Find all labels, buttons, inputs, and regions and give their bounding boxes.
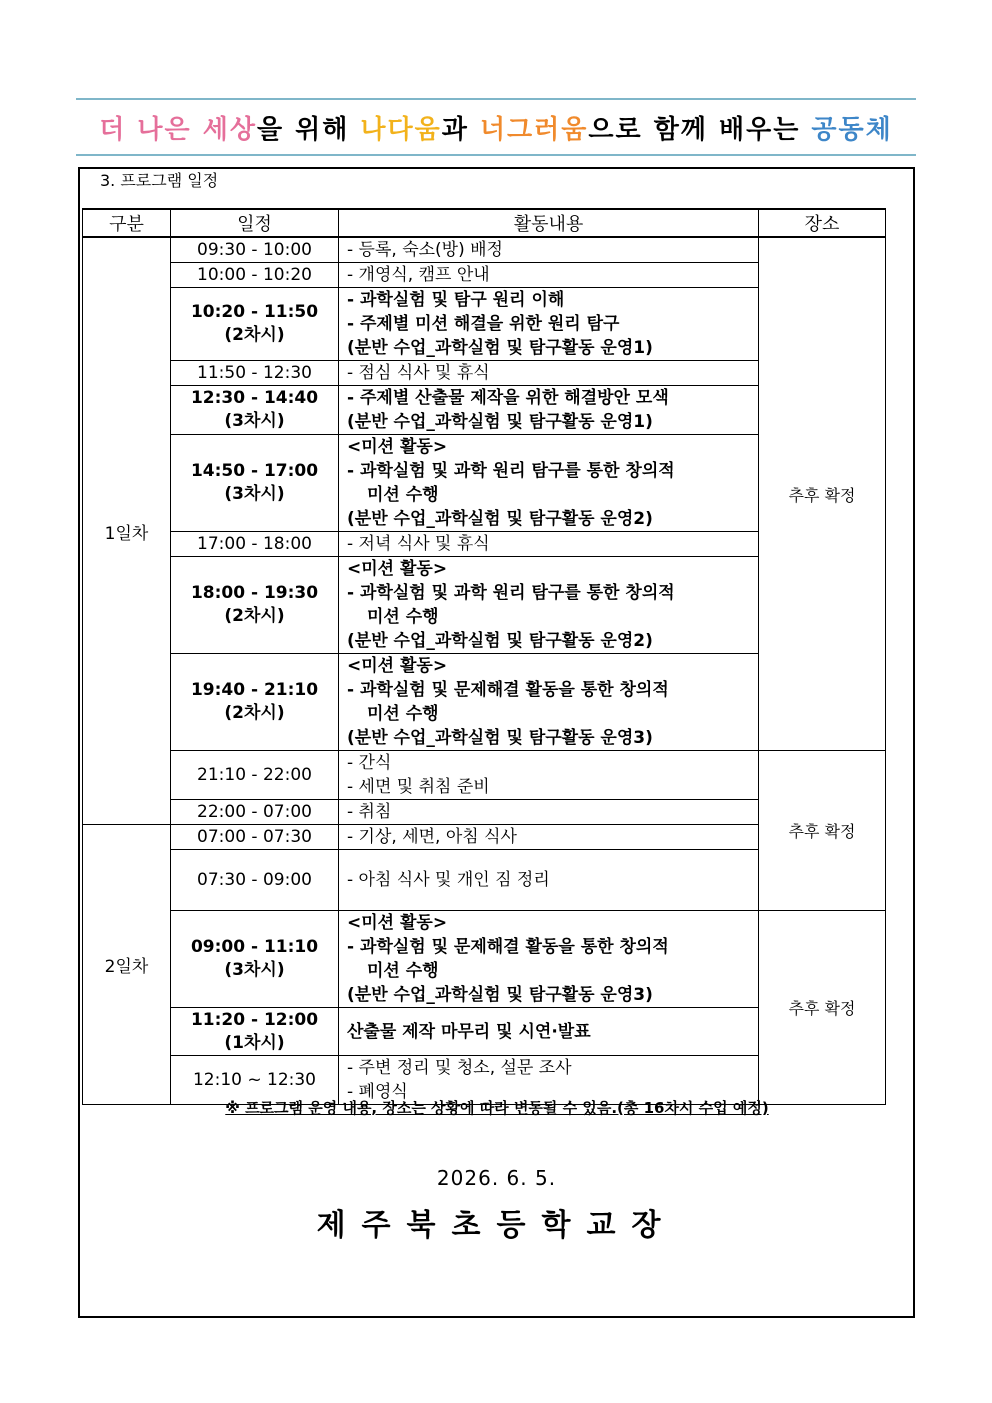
activity-text: (분반 수업_과학실험 및 탐구활동 운영2) (347, 509, 653, 529)
day-label: 1일차 (83, 237, 171, 825)
day-label: 2일차 (83, 825, 171, 1105)
time-text: 19:40 - 21:10 (190, 680, 319, 700)
activity-text: - 점심 식사 및 휴식 (347, 363, 490, 383)
time-text: 17:00 - 18:00 (197, 533, 312, 554)
time-text: 12:30 - 14:40 (190, 388, 319, 408)
activity-cell (339, 850, 759, 911)
activity-cell (339, 751, 759, 800)
motto-segment: 너그러움 (479, 114, 589, 145)
time-text: 07:30 - 09:00 (197, 869, 312, 890)
activity-cell (339, 288, 759, 361)
time-text: 14:50 - 17:00 (190, 461, 319, 481)
table-header-row (83, 209, 886, 237)
activity-text: - 아침 식사 및 개인 짐 정리 (347, 870, 550, 890)
activity-text: (분반 수업_과학실험 및 탐구활동 운영2) (347, 631, 653, 651)
activity-text: (분반 수업_과학실험 및 탐구활동 운영1) (347, 338, 653, 358)
activity-text: <미션 활동> (347, 656, 448, 676)
motto-segment: 으로 함께 배우는 (588, 114, 812, 145)
motto-segment: 더 나은 세상 (99, 114, 257, 145)
motto-text (99, 109, 892, 146)
time-text: 10:00 - 10:20 (197, 264, 312, 285)
activity-cell (339, 1008, 759, 1056)
motto-segment: 나다움 (360, 114, 442, 145)
activity-text: - 폐영식 (347, 1082, 408, 1102)
time-cell (171, 911, 339, 1008)
activity-text: <미션 활동> (347, 559, 448, 579)
time-text: 22:00 - 07:00 (197, 801, 312, 822)
activity-text: 미션 수행 (367, 704, 439, 724)
activity-cell (339, 654, 759, 751)
place-cell: 추후 확정 (759, 751, 886, 911)
time-cell (171, 654, 339, 751)
time-cell (171, 532, 339, 557)
activity-cell (339, 435, 759, 532)
table-row (83, 237, 886, 263)
principal-signature: 제주북초등학교장 (316, 1208, 677, 1243)
time-cell (171, 386, 339, 435)
place-cell: 추후 확정 (759, 237, 886, 751)
time-text: 07:00 - 07:30 (197, 826, 312, 847)
activity-text: 산출물 제작 마무리 및 시연·발표 (347, 1021, 591, 1042)
header-division: 구분 (83, 209, 171, 237)
time-text: 18:00 - 19:30 (190, 583, 319, 603)
time-text: (2차시) (224, 606, 285, 626)
time-text: 11:50 - 12:30 (197, 362, 312, 383)
activity-text: (분반 수업_과학실험 및 탐구활동 운영1) (347, 412, 653, 432)
table-row (83, 911, 886, 1008)
table-row (83, 751, 886, 800)
time-cell (171, 825, 339, 850)
time-text: 12:10 ~ 12:30 (192, 1069, 317, 1090)
schedule-note: ※ 프로그램 운영 내용, 장소는 상황에 따라 변동될 수 있음.(총 16차시 수업 예정) (225, 1099, 769, 1117)
activity-text: - 과학실험 및 과학 원리 탐구를 통한 창의적 (347, 583, 675, 603)
time-text: (3차시) (224, 484, 285, 504)
time-text: 09:30 - 10:00 (197, 239, 312, 260)
time-text: 09:00 - 11:10 (190, 937, 319, 957)
time-cell (171, 850, 339, 911)
header-activity: 활동내용 (339, 209, 759, 237)
activity-text: (분반 수업_과학실험 및 탐구활동 운영3) (347, 985, 653, 1005)
activity-cell (339, 911, 759, 1008)
time-cell (171, 263, 339, 288)
time-text: (1차시) (224, 1032, 285, 1053)
activity-text: - 과학실험 및 문제해결 활동을 통한 창의적 (347, 680, 669, 700)
activity-cell (339, 800, 759, 825)
activity-text: - 저녁 식사 및 휴식 (347, 534, 490, 554)
activity-text: 미션 수행 (367, 485, 439, 505)
time-cell (171, 800, 339, 825)
schedule-body (83, 237, 886, 1105)
time-cell (171, 288, 339, 361)
time-text: (2차시) (224, 703, 285, 723)
time-text: (3차시) (224, 960, 285, 980)
activity-text: <미션 활동> (347, 913, 448, 933)
activity-text: - 간식 (347, 753, 392, 773)
motto-segment: 과 (441, 114, 480, 145)
time-cell (171, 751, 339, 800)
activity-cell (339, 557, 759, 654)
activity-cell (339, 532, 759, 557)
motto-banner (76, 98, 916, 156)
activity-text: <미션 활동> (347, 437, 448, 457)
place-cell: 추후 확정 (759, 911, 886, 1105)
section-title: 3. 프로그램 일정 (100, 171, 219, 190)
document-date: 2026. 6. 5. (436, 1166, 557, 1190)
header-schedule: 일정 (171, 209, 339, 237)
activity-text: (분반 수업_과학실험 및 탐구활동 운영3) (347, 728, 653, 748)
activity-text: - 등록, 숙소(방) 배정 (347, 240, 503, 260)
motto-segment: 을 위해 (256, 114, 361, 145)
activity-text: - 개영식, 캠프 안내 (347, 265, 490, 285)
schedule-table (82, 208, 886, 1105)
activity-text: - 취침 (347, 802, 392, 822)
activity-text: - 주제별 산출물 제작을 위한 해결방안 모색 (347, 388, 669, 408)
activity-cell (339, 825, 759, 850)
activity-cell (339, 386, 759, 435)
activity-cell (339, 237, 759, 263)
time-cell (171, 361, 339, 386)
activity-text: - 주제별 미션 해결을 위한 원리 탐구 (347, 314, 620, 334)
activity-text: 미션 수행 (367, 607, 439, 627)
motto-segment: 공동체 (811, 114, 893, 145)
activity-text: - 기상, 세면, 아침 식사 (347, 827, 517, 847)
activity-text: - 과학실험 및 과학 원리 탐구를 통한 창의적 (347, 461, 675, 481)
activity-text: 미션 수행 (367, 961, 439, 981)
activity-cell (339, 361, 759, 386)
activity-text: - 주변 정리 및 청소, 설문 조사 (347, 1058, 572, 1078)
time-text: 11:20 - 12:00 (190, 1009, 319, 1030)
header-place: 장소 (759, 209, 886, 237)
time-text: 10:20 - 11:50 (190, 302, 319, 322)
time-text: 21:10 - 22:00 (197, 764, 312, 785)
time-cell (171, 237, 339, 263)
time-cell (171, 557, 339, 654)
time-text: (3차시) (224, 411, 285, 431)
activity-text: - 과학실험 및 문제해결 활동을 통한 창의적 (347, 937, 669, 957)
time-text: (2차시) (224, 325, 285, 345)
time-cell (171, 435, 339, 532)
activity-cell (339, 263, 759, 288)
activity-text: - 세면 및 취침 준비 (347, 777, 490, 797)
time-cell (171, 1008, 339, 1056)
activity-text: - 과학실험 및 탐구 원리 이해 (347, 290, 565, 310)
